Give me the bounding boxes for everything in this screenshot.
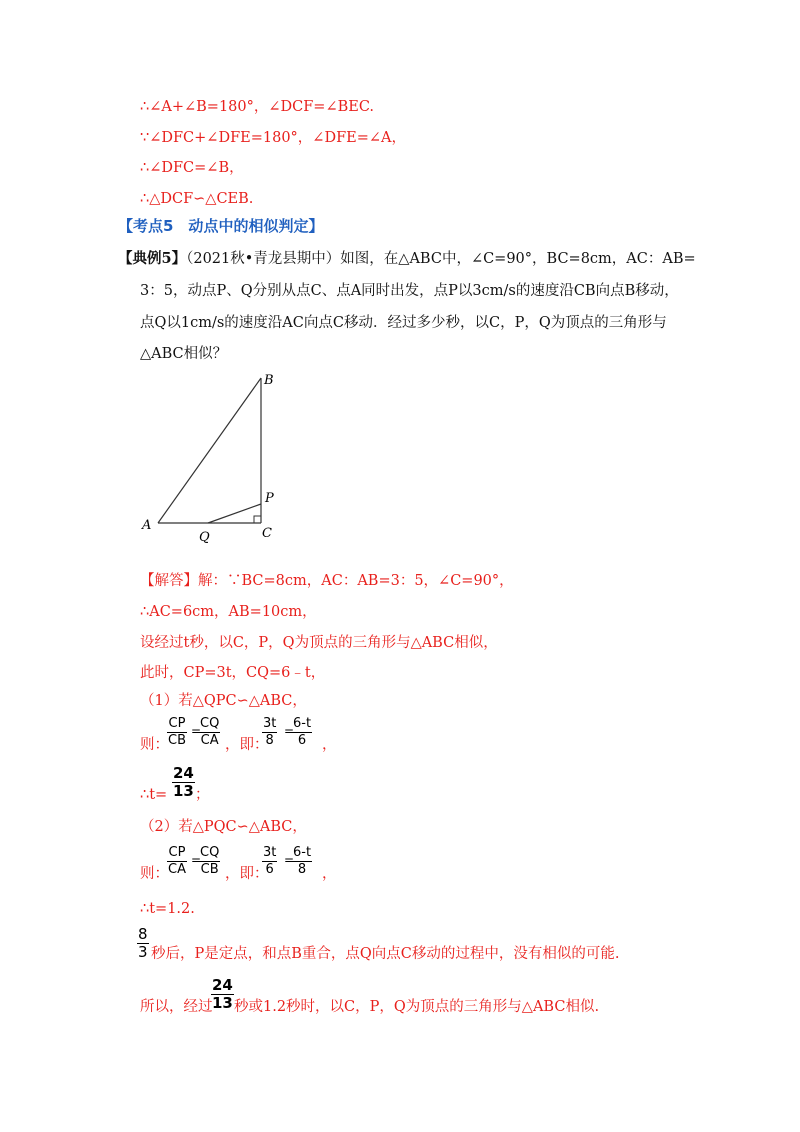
case-2-fraction-1: $\frac{CP}{CA}$ <box>168 845 186 877</box>
segment-qp <box>208 504 261 523</box>
label-b: B <box>264 373 274 388</box>
segment-ab <box>158 378 261 523</box>
section-title: 【考点5 动点中的相似判定】 <box>118 217 324 235</box>
case-1-namely: ，即： <box>225 737 269 753</box>
case-2-fraction-2: $\frac{CQ}{CB}$ <box>200 845 220 877</box>
case-1-then-label: 则： <box>140 737 169 753</box>
label-q: Q <box>199 530 210 545</box>
solution-line-1: ∴AC=6cm，AB=10cm， <box>140 604 317 620</box>
triangle-figure <box>140 366 290 546</box>
case-2-fraction-4: $\frac{6-t}{8}$ <box>293 845 312 877</box>
final-pre: 所以，经过 <box>140 999 213 1015</box>
case-2-result: ∴t=1.2. <box>140 901 195 917</box>
solution-line-3: 此时，CP=3t，CQ=6﹣t， <box>140 665 326 681</box>
case-1-result-label: ∴t= <box>140 787 168 803</box>
triangle-diagram <box>140 366 290 546</box>
case-1-fraction-3: $\frac{3t}{8}$ <box>263 716 277 748</box>
equals-sign: = <box>284 853 295 867</box>
case-2-fraction-3: $\frac{3t}{6}$ <box>263 845 277 877</box>
note-fraction: $\frac{8}{3}$ <box>138 925 148 961</box>
case-1-fraction-1: $\frac{CP}{CB}$ <box>168 716 186 748</box>
example-line-4: △ABC相似？ <box>140 346 228 362</box>
case-2-comma: ， <box>322 866 337 882</box>
proof-line-2: ∵∠DFC+∠DFE=180°，∠DFE=∠A， <box>140 130 406 146</box>
right-angle-mark <box>254 516 261 523</box>
equals-sign: = <box>191 853 202 867</box>
case-1-fraction-4: $\frac{6-t}{6}$ <box>293 716 312 748</box>
label-c: C <box>262 526 272 541</box>
case-1-result-end: ； <box>195 787 210 803</box>
example-line-3: 点Q以1cm/s的速度沿AC向点C移动．经过多少秒，以C，P，Q为顶点的三角形与 <box>140 315 667 331</box>
proof-line-4: ∴△DCF∽△CEB. <box>140 191 254 207</box>
case-1-result-fraction: $\frac{24}{13}$ <box>173 764 194 800</box>
note-text: 秒后，P是定点，和点B重合，点Q向点C移动的过程中，没有相似的可能. <box>151 946 620 962</box>
case-2-heading: （2）若△PQC∽△ABC， <box>140 819 307 835</box>
case-1-fraction-2: $\frac{CQ}{CA}$ <box>200 716 220 748</box>
label-a: A <box>142 518 152 533</box>
case-1-heading: （1）若△QPC∽△ABC， <box>140 693 307 709</box>
example-line-1 <box>118 250 696 268</box>
final-fraction: $\frac{24}{13}$ <box>212 976 233 1012</box>
final-post: 秒或1.2秒时，以C，P，Q为顶点的三角形与△ABC相似. <box>234 999 600 1015</box>
case-2-namely: ，即： <box>225 866 269 882</box>
case-1-comma: ， <box>322 737 337 753</box>
example-line-2: 3：5，动点P、Q分别从点C、点A同时出发，点P以3cm/s的速度沿CB向点B移动， <box>140 283 679 299</box>
equals-sign: = <box>284 724 295 738</box>
example-text-1: （2021秋•青龙县期中）如图，在△ABC中，∠C=90°，BC=8cm，AC：AB= <box>186 251 696 267</box>
label-p: P <box>265 491 274 506</box>
solution-line-2: 设经过t秒，以C，P，Q为顶点的三角形与△ABC相似， <box>140 635 498 651</box>
equals-sign: = <box>191 724 202 738</box>
solution-head: 【解答】解：∵BC=8cm，AC：AB=3：5，∠C=90°， <box>140 573 514 589</box>
proof-line-3: ∴∠DFC=∠B， <box>140 160 244 176</box>
example-tag: 【典例5】 <box>118 250 187 267</box>
case-2-then-label: 则： <box>140 866 169 882</box>
proof-line-1: ∴∠A+∠B=180°，∠DCF=∠BEC. <box>140 99 375 115</box>
